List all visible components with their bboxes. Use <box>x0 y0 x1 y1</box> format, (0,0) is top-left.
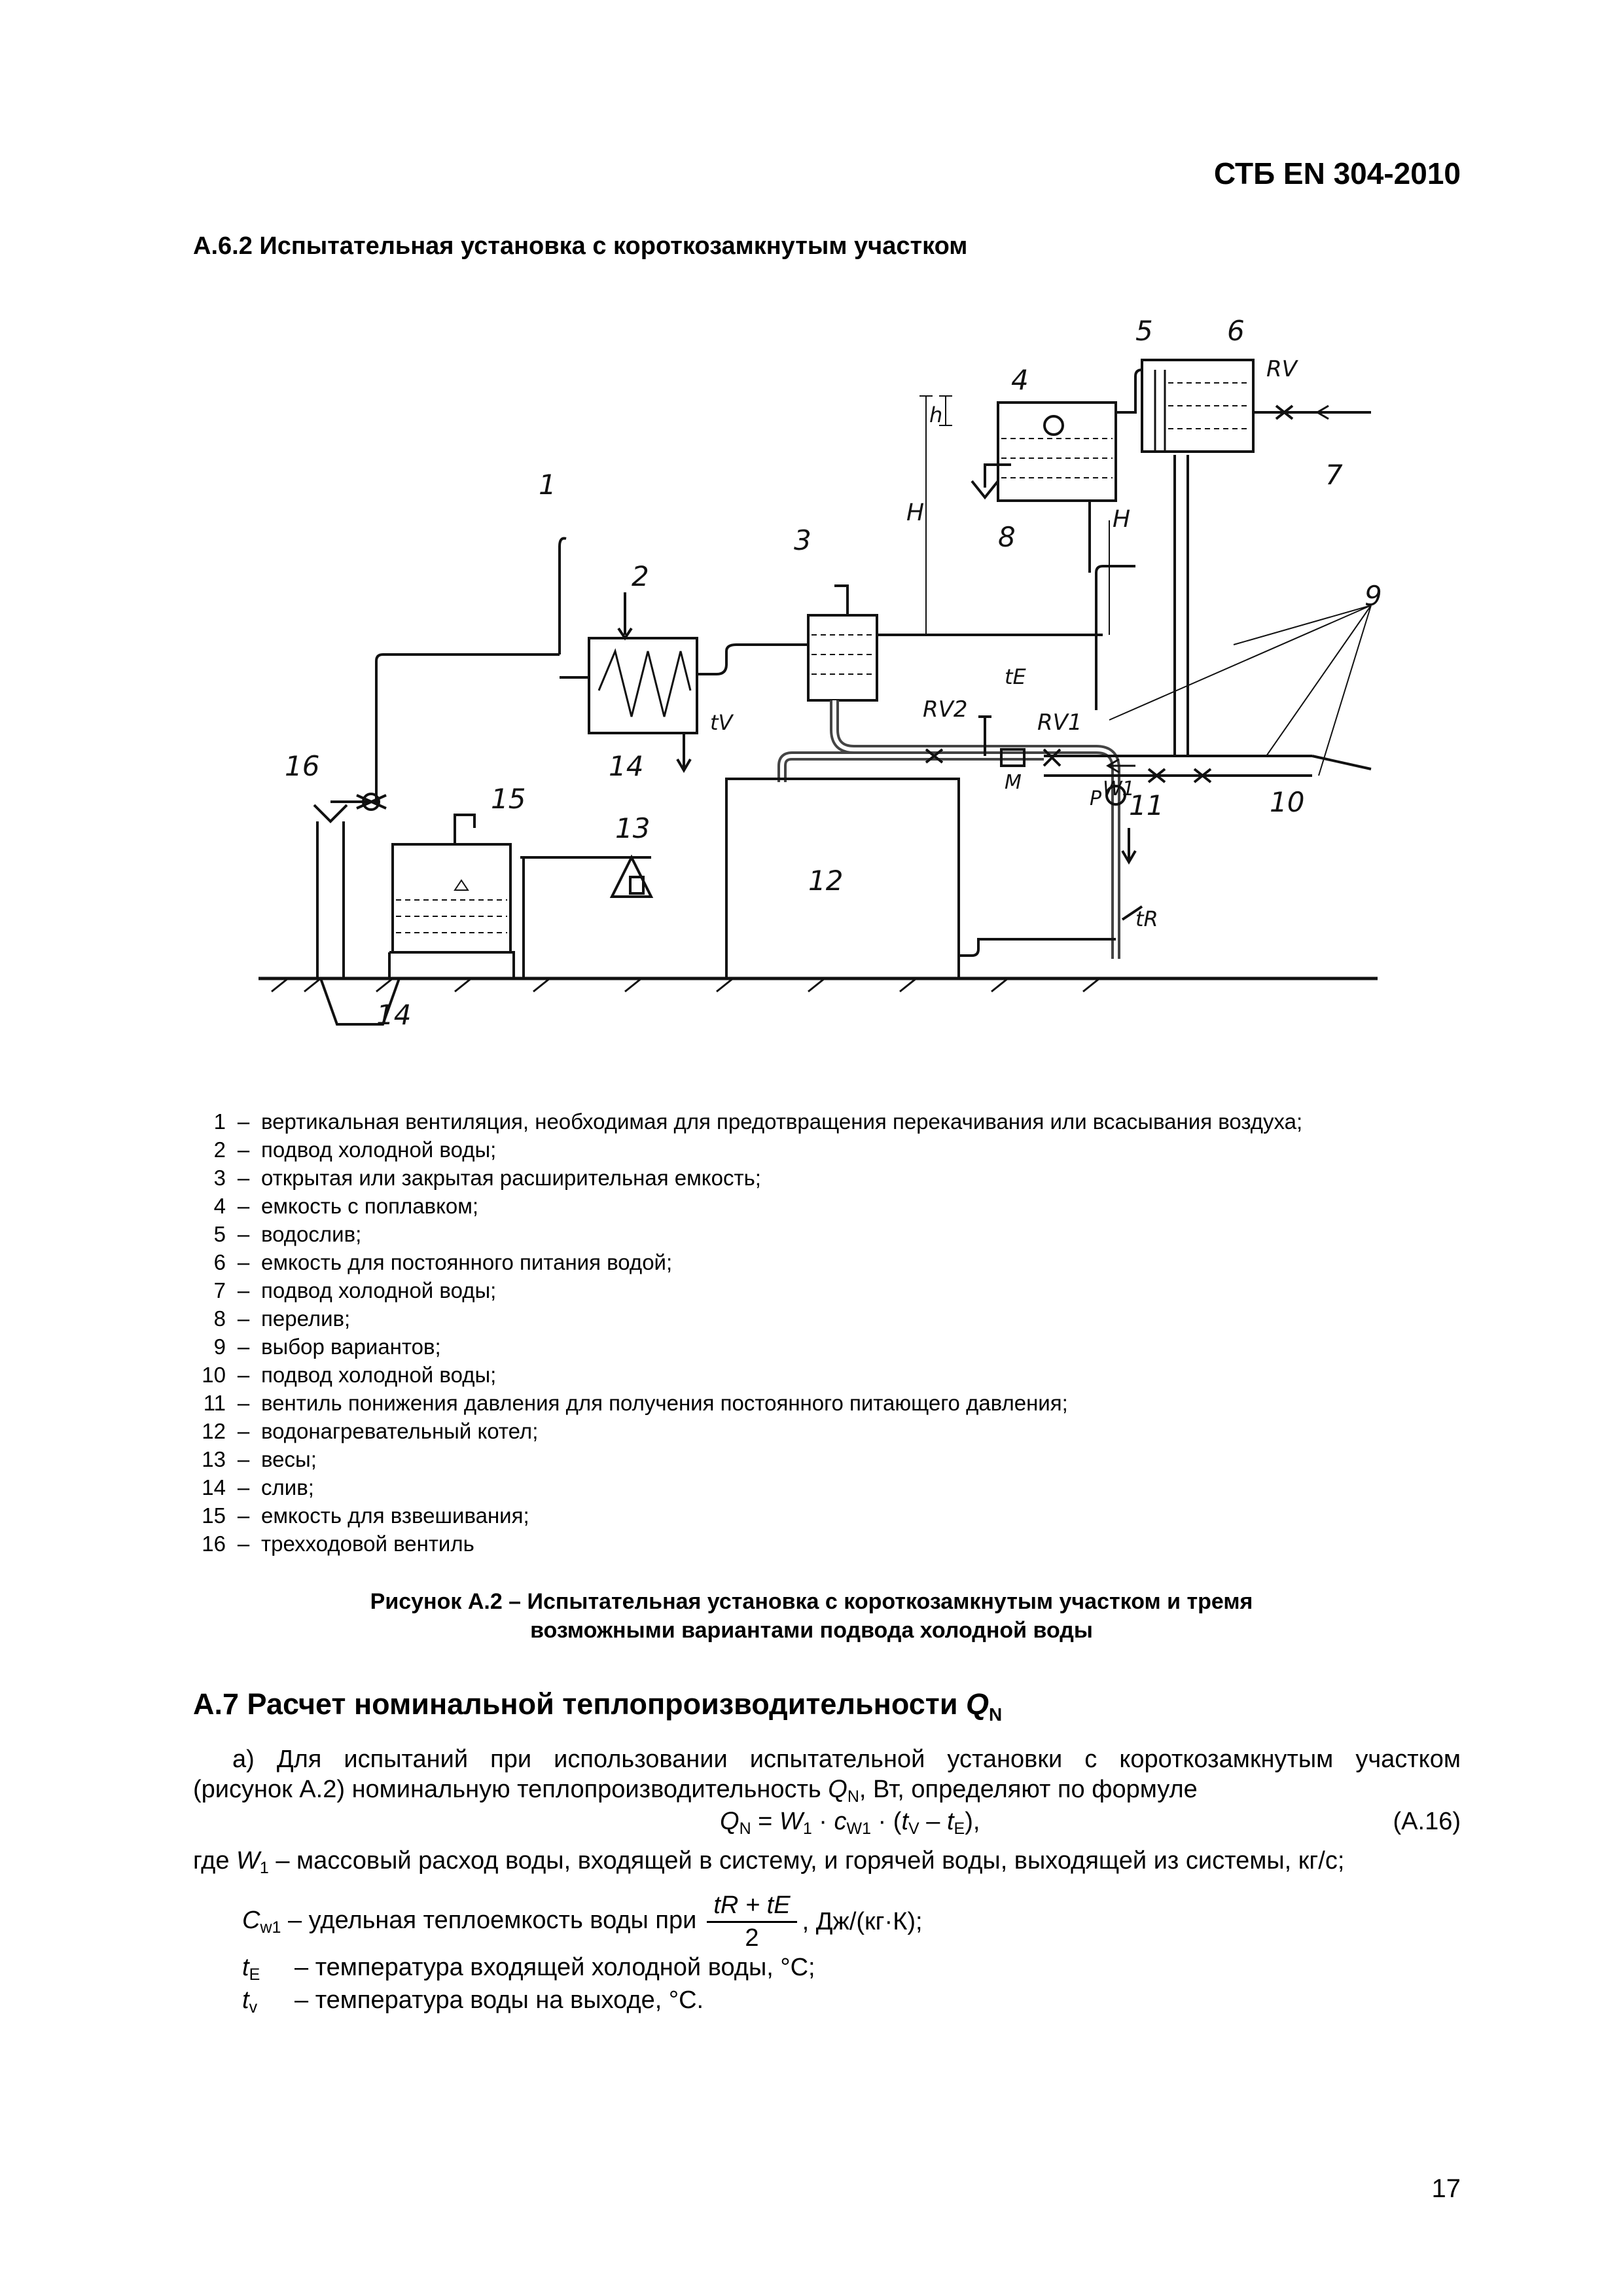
legend-number: 13 <box>202 1447 226 1471</box>
supply-line-16 <box>330 655 560 802</box>
figure-caption <box>157 1587 1466 1645</box>
tank-15-float-marker <box>455 880 468 890</box>
callout-15: 15 <box>491 783 526 815</box>
tank-15-inlet <box>455 815 474 844</box>
legend-text: подвод холодной воды; <box>261 1138 497 1162</box>
callout-8: 8 <box>998 521 1016 553</box>
drain-14-arrow <box>677 733 690 770</box>
legend-number: 2 <box>213 1138 226 1162</box>
callout-4: 4 <box>1011 364 1029 396</box>
legend-number: 10 <box>202 1363 226 1387</box>
legend-dash: – <box>237 1278 250 1302</box>
legend-item <box>187 1501 1495 1530</box>
section-a7-symbol: Q <box>966 1687 990 1721</box>
callout-leaders <box>1109 605 1371 776</box>
page-number: 17 <box>1431 2174 1461 2203</box>
legend-text: вентиль понижения давления для получения постоянного питающего давления; <box>261 1391 1068 1415</box>
legend-text: открытая или закрытая расширительная емкость; <box>261 1166 761 1190</box>
insulated-flow-pipe <box>834 700 1116 959</box>
legend-item <box>187 1192 1495 1220</box>
legend-text: подвод холодной воды; <box>261 1278 497 1302</box>
legend-text: емкость с поплавком; <box>261 1194 479 1218</box>
legend-number: 1 <box>213 1109 226 1134</box>
legend-text: емкость для взвешивания; <box>261 1503 529 1528</box>
cold-inlet-2 <box>618 592 632 638</box>
label-w1: W1 <box>1103 778 1135 800</box>
legend-number: 11 <box>203 1391 226 1415</box>
legend-item <box>187 1361 1495 1389</box>
callout-3: 3 <box>794 524 812 556</box>
callout-10: 10 <box>1270 786 1305 818</box>
callout-1: 1 <box>539 469 556 501</box>
where-cw1: $C_{w1}$ – удельная теплоемкость воды при $\frac{tR + tE}{2}$ , Дж/(кг·К); <box>242 1892 923 1952</box>
where-tv: $t_v$ – температура воды на выходе, °С. <box>242 1986 704 2017</box>
legend-dash: – <box>237 1532 250 1556</box>
legend-number: 9 <box>213 1335 226 1359</box>
legend-dash: – <box>237 1222 250 1246</box>
legend-number: 8 <box>213 1306 226 1331</box>
caption-line-2: возможными вариантами подвода холодной воды <box>530 1618 1093 1643</box>
legend-text: водослив; <box>261 1222 362 1246</box>
legend-number: 7 <box>213 1278 226 1302</box>
legend-dash: – <box>237 1109 250 1134</box>
section-heading-a62: А.6.2 Испытательная установка с короткозамкнутым участком <box>193 232 968 260</box>
legend-number: 15 <box>202 1503 226 1528</box>
callout-14-top: 14 <box>609 750 644 782</box>
legend-item <box>187 1473 1495 1501</box>
legend-text: вертикальная вентиляция, необходимая для предотвращения перекачивания или всасывания воздуха; <box>261 1109 1303 1134</box>
legend-item <box>187 1530 1495 1558</box>
label-H-right: H <box>1113 506 1131 533</box>
where-te: $t_E$ – температура входящей холодной воды, °С; <box>242 1954 815 1984</box>
tank-feed-line <box>1116 370 1142 412</box>
paragraph-a <box>193 1744 1461 1812</box>
tank-15-stand <box>389 952 514 978</box>
equation-number: (А.16) <box>1393 1808 1461 1835</box>
legend-number: 14 <box>202 1475 226 1499</box>
callout-9: 9 <box>1364 580 1382 612</box>
label-tv: tV <box>710 710 733 735</box>
float-tank-water <box>1001 439 1113 478</box>
legend-item <box>187 1248 1495 1276</box>
paragraph-a-line-1: а) Для испытаний при использовании испытательной установки с короткозамкнутым участком <box>232 1746 1461 1773</box>
section-a7-title: А.7 Расчет номинальной теплопроизводительности <box>193 1687 958 1721</box>
test-rig-diagram <box>259 298 1382 1077</box>
legend-dash: – <box>237 1503 250 1528</box>
caption-line-1: Рисунок А.2 – Испытательная установка с короткозамкнутым участком и тремя <box>370 1589 1253 1614</box>
legend-dash: – <box>237 1419 250 1443</box>
weighing-tank <box>393 844 510 952</box>
formula-a16: $Q_N = W_1 \cdot c_{W1} \cdot (t_V - t_E)$, <box>720 1808 980 1838</box>
fraction-tr-te: $\frac{tR + tE}{2}$ <box>707 1892 796 1952</box>
boiler-bottom-connection <box>959 939 1116 956</box>
callout-7: 7 <box>1325 459 1343 491</box>
legend-number: 16 <box>202 1532 226 1556</box>
document-code: СТБ EN 304-2010 <box>1213 156 1461 190</box>
label-h: h <box>929 403 943 427</box>
expansion-vessel-water <box>812 635 874 674</box>
legend-text: водонагревательный котел; <box>261 1419 539 1443</box>
legend-item <box>187 1333 1495 1361</box>
legend-text: весы; <box>261 1447 317 1471</box>
tank-15-water <box>396 900 507 933</box>
callout-5: 5 <box>1135 315 1153 347</box>
legend-item <box>187 1417 1495 1445</box>
label-rv1: RV1 <box>1037 709 1082 736</box>
legend-item <box>187 1220 1495 1248</box>
callout-14-bottom: 14 <box>376 999 412 1031</box>
legend-text: емкость для постоянного питания водой; <box>261 1250 673 1274</box>
legend-text: трехходовой вентиль <box>261 1532 474 1556</box>
label-p: P <box>1090 787 1102 810</box>
inlet-arrow-7 <box>1317 406 1338 419</box>
legend-number: 3 <box>213 1166 226 1190</box>
label-m: M <box>1005 771 1022 794</box>
legend-text: перелив; <box>261 1306 351 1331</box>
legend-item <box>187 1276 1495 1304</box>
legend-dash: – <box>237 1250 250 1274</box>
legend-text: слив; <box>261 1475 314 1499</box>
exchanger-coil <box>599 651 690 717</box>
label-rv2: RV2 <box>923 696 968 723</box>
legend-text: подвод холодной воды; <box>261 1363 497 1387</box>
legend-item <box>187 1445 1495 1473</box>
weir <box>1155 370 1165 452</box>
legend-dash: – <box>237 1363 250 1387</box>
supply-option-a <box>1096 566 1135 710</box>
figure-legend <box>187 1107 1495 1558</box>
legend-dash: – <box>237 1194 250 1218</box>
paragraph-a-line-2: (рисунок А.2) номинальную теплопроизводительность $Q_N$, Вт, определяют по формуле <box>193 1776 1198 1806</box>
legend-dash: – <box>237 1138 250 1162</box>
legend-dash: – <box>237 1447 250 1471</box>
callout-13: 13 <box>615 812 651 844</box>
callout-16: 16 <box>285 750 320 782</box>
label-rv: RV <box>1266 356 1297 382</box>
legend-item <box>187 1304 1495 1333</box>
legend-item <box>187 1136 1495 1164</box>
label-tr: tR <box>1135 906 1158 931</box>
callout-11: 11 <box>1129 789 1164 821</box>
legend-item <box>187 1389 1495 1417</box>
pipe-2-3 <box>697 645 808 674</box>
vent-line-1 <box>560 539 566 655</box>
tank-6-water <box>1168 383 1250 429</box>
where-w1: где $W_1$ – массовый расход воды, входящей в систему, и горячей воды, выходящей из системы, кг/с; <box>193 1847 1345 1877</box>
flow-arrow-down <box>1122 828 1135 862</box>
callout-6: 6 <box>1227 315 1245 347</box>
expansion-vessel <box>808 615 877 700</box>
label-te: tE <box>1005 664 1026 689</box>
legend-dash: – <box>237 1166 250 1190</box>
legend-dash: – <box>237 1335 250 1359</box>
overflow-8 <box>972 465 1011 497</box>
legend-number: 5 <box>213 1222 226 1246</box>
callout-12: 12 <box>808 865 844 897</box>
legend-number: 12 <box>202 1419 226 1443</box>
section-a7-symbol-sub: N <box>989 1704 1003 1725</box>
legend-dash: – <box>237 1391 250 1415</box>
callout-2: 2 <box>632 560 649 592</box>
expansion-vent <box>834 586 847 615</box>
float <box>1044 416 1063 435</box>
legend-item <box>187 1164 1495 1192</box>
drain-pipe-left <box>314 805 347 978</box>
legend-text: выбор вариантов; <box>261 1335 441 1359</box>
legend-number: 6 <box>213 1250 226 1274</box>
legend-dash: – <box>237 1475 250 1499</box>
legend-number: 4 <box>213 1194 226 1218</box>
legend-dash: – <box>237 1306 250 1331</box>
label-H-left: H <box>906 499 925 526</box>
section-heading-a7 <box>193 1687 1002 1725</box>
legend-item <box>187 1107 1495 1136</box>
scale-post <box>520 857 651 978</box>
insulated-flow-pipe-inner <box>834 700 1116 959</box>
